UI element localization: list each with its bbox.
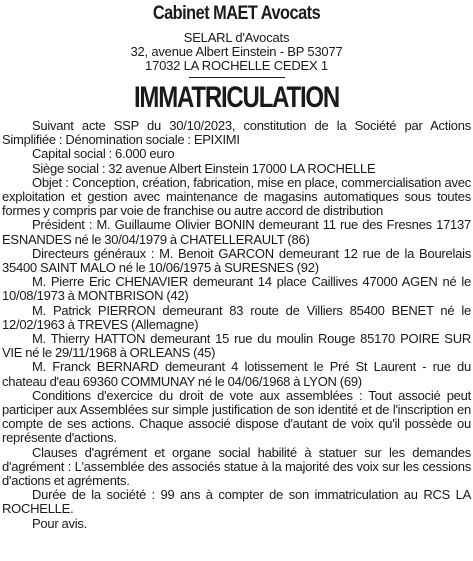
notice-paragraph-general-director-5: M. Franck BERNARD demeurant 4 lotissement le Pré St Laurent - rue du chateau d'eau 69360 COMMUNAY né le 04/06/1968 à LYON (69) [2,359,471,389]
notice-body [2,119,471,531]
notice-paragraph-approval-clauses: Clauses d'agrément et organe social habilité à statuer sur les demandes d'agrément : L'assemblée des associés statue à la majorité des voix sur les cessions d'actions et agréments. [2,444,471,489]
notice-title: IMMATRICULATION [133,81,340,114]
notice-paragraph-purpose: Objet : Conception, création, fabrication, mise en place, commercialisation avec exploitation et gestion avec maintenance de magasins automatiques sous toutes formes y compris par voie de franchise ou autre accord de distribution [2,174,471,219]
notice-paragraph-general-director-2: M. Pierre Eric CHENAVIER demeurant 14 place Caillives 47000 AGEN né le 10/08/1973 à MONTBRISON (42) [2,274,471,304]
header-divider [189,77,285,78]
firm-name: Cabinet MAET Avocats [152,3,321,24]
firm-type: SELARL d'Avocats [183,30,290,45]
notice-paragraph-general-director-3: M. Patrick PIERRON demeurant 83 route de Villiers 85400 BENET né le 12/02/1963 à TREVES (Allemagne) [2,302,471,332]
firm-address: 32, avenue Albert Einstein - BP 53077 [130,44,343,59]
firm-city: 17032 LA ROCHELLE CEDEX 1 [145,58,328,73]
notice-paragraph-voting-rights: Conditions d'exercice du droit de vote aux assemblées : Tout associé peut participer aux Assemblées sur simple justification de son identité et de l'inscription en compte de ses actions. Chaque associé dispose d'autant de voix qu'il possède ou représente d'actions. [2,387,471,446]
notice-paragraph-constitution: Suivant acte SSP du 30/10/2023, constitution de la Société par Actions Simplifiée : Dénomination sociale : EPIXIMI [2,118,471,148]
notice-paragraph-capital: Capital social : 6.000 euro [32,146,175,162]
notice-paragraph-president: Président : M. Guillaume Olivier BONIN demeurant 11 rue des Fresnes 17137 ESNANDES né le 30/04/1979 à CHATELLERAULT (86) [2,217,471,247]
notice-paragraph-duration: Durée de la société : 99 ans à compter de son immatriculation au RCS LA ROCHELLE. [2,487,471,517]
notice-paragraph-general-director-4: M. Thierry HATTON demeurant 15 rue du moulin Rouge 85170 POIRE SUR VIE né le 29/11/1968 à ORLEANS (45) [2,331,471,361]
notice-paragraph-general-director-1: Directeurs généraux : M. Benoit GARCON demeurant 12 rue de la Bourelais 35400 SAINT MALO né le 10/06/1975 à SURESNES (92) [2,245,471,276]
notice-paragraph-closing: Pour avis. [32,515,88,531]
notice-paragraph-head-office: Siège social : 32 avenue Albert Einstein 17000 LA ROCHELLE [32,160,376,176]
